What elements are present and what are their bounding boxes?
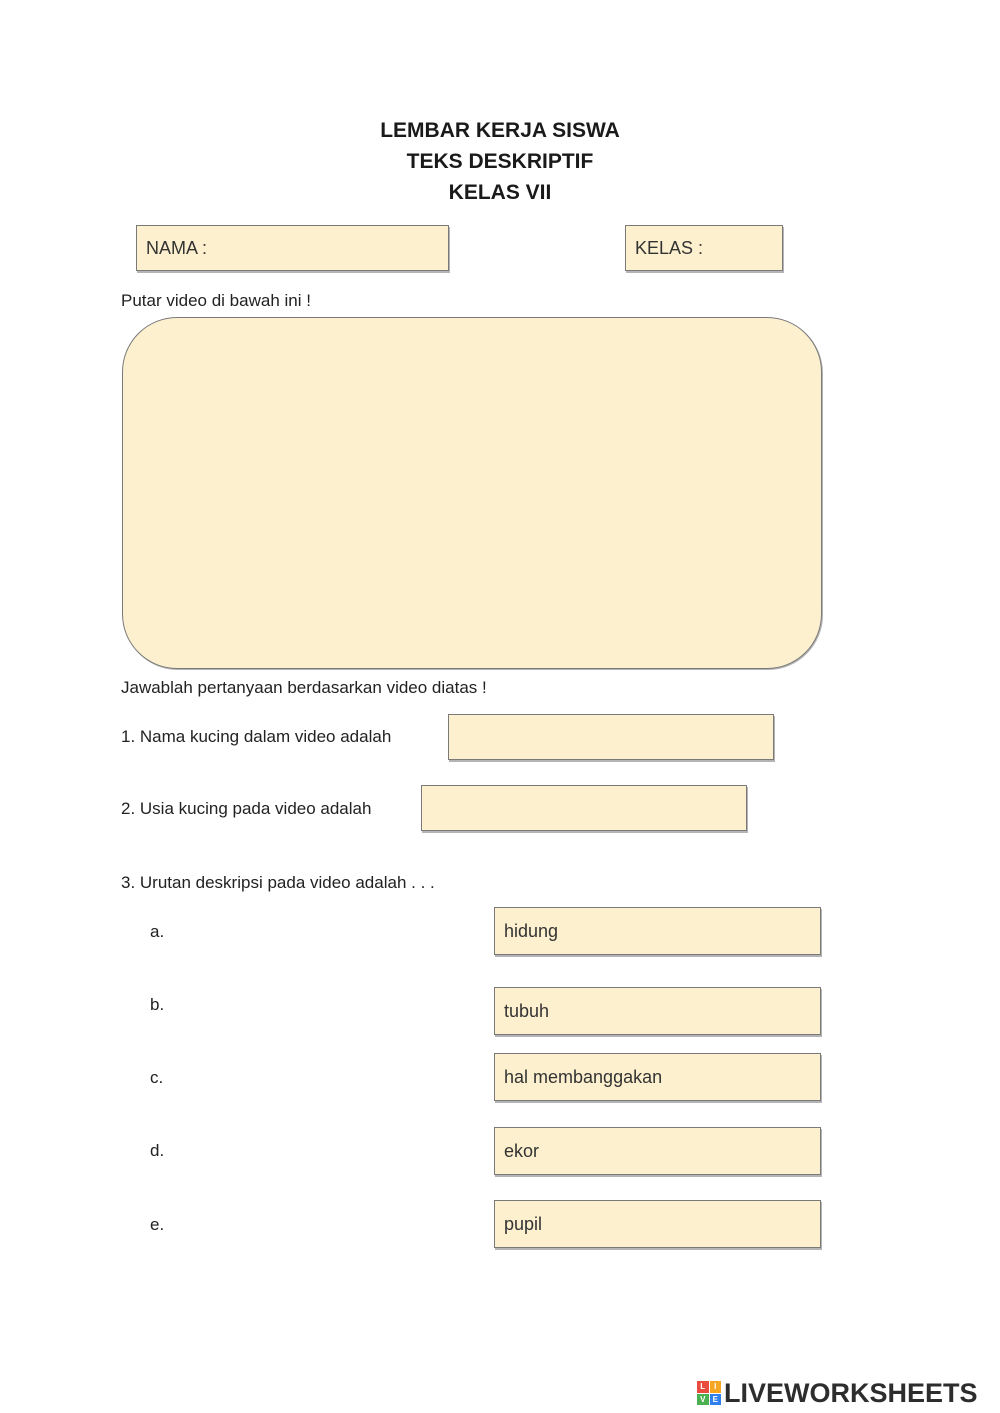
order-answer-e-text: pupil bbox=[504, 1213, 543, 1234]
answer-2-input[interactable] bbox=[421, 785, 747, 831]
order-answer-a[interactable] bbox=[494, 907, 821, 955]
liveworksheets-logo bbox=[697, 1378, 978, 1408]
liveworksheets-brand: LIVEWORKSHEETS bbox=[724, 1377, 978, 1408]
logo-mark-l: L bbox=[697, 1381, 709, 1393]
order-answer-b[interactable] bbox=[494, 987, 821, 1035]
questions-instruction: Jawablah pertanyaan berdasarkan video diatas ! bbox=[121, 678, 487, 697]
logo-mark-v: V bbox=[697, 1394, 709, 1406]
order-letter-d: d. bbox=[150, 1141, 165, 1160]
worksheet-class: KELAS VII bbox=[448, 181, 552, 204]
question-1: 1. Nama kucing dalam video adalah bbox=[121, 727, 392, 746]
order-answer-b-text: tubuh bbox=[504, 1000, 550, 1021]
video-player[interactable] bbox=[122, 317, 822, 669]
order-answer-c[interactable] bbox=[494, 1053, 821, 1101]
nama-field[interactable] bbox=[136, 225, 449, 271]
video-instruction: Putar video di bawah ini ! bbox=[121, 291, 311, 310]
answer-1-input[interactable] bbox=[448, 714, 774, 760]
order-answer-c-text: hal membanggakan bbox=[504, 1066, 663, 1087]
order-letter-e: e. bbox=[150, 1215, 165, 1234]
worksheet-subtitle: TEKS DESKRIPTIF bbox=[406, 150, 594, 173]
worksheet-title: LEMBAR KERJA SISWA bbox=[380, 119, 620, 142]
logo-mark-i: I bbox=[710, 1381, 722, 1393]
question-2: 2. Usia kucing pada video adalah bbox=[121, 799, 372, 818]
kelas-field[interactable] bbox=[625, 225, 783, 271]
order-letter-a: a. bbox=[150, 922, 165, 941]
order-letter-c: c. bbox=[150, 1068, 164, 1087]
nama-label: NAMA : bbox=[146, 237, 208, 258]
order-answer-d[interactable] bbox=[494, 1127, 821, 1175]
liveworksheets-logo-icon bbox=[697, 1381, 721, 1405]
order-letter-b: b. bbox=[150, 995, 165, 1014]
order-answer-e[interactable] bbox=[494, 1200, 821, 1248]
question-3: 3. Urutan deskripsi pada video adalah . . . bbox=[121, 873, 435, 892]
logo-mark-e: E bbox=[710, 1394, 722, 1406]
order-answer-d-text: ekor bbox=[504, 1140, 540, 1161]
order-answer-a-text: hidung bbox=[504, 920, 559, 941]
kelas-label: KELAS : bbox=[635, 237, 704, 258]
